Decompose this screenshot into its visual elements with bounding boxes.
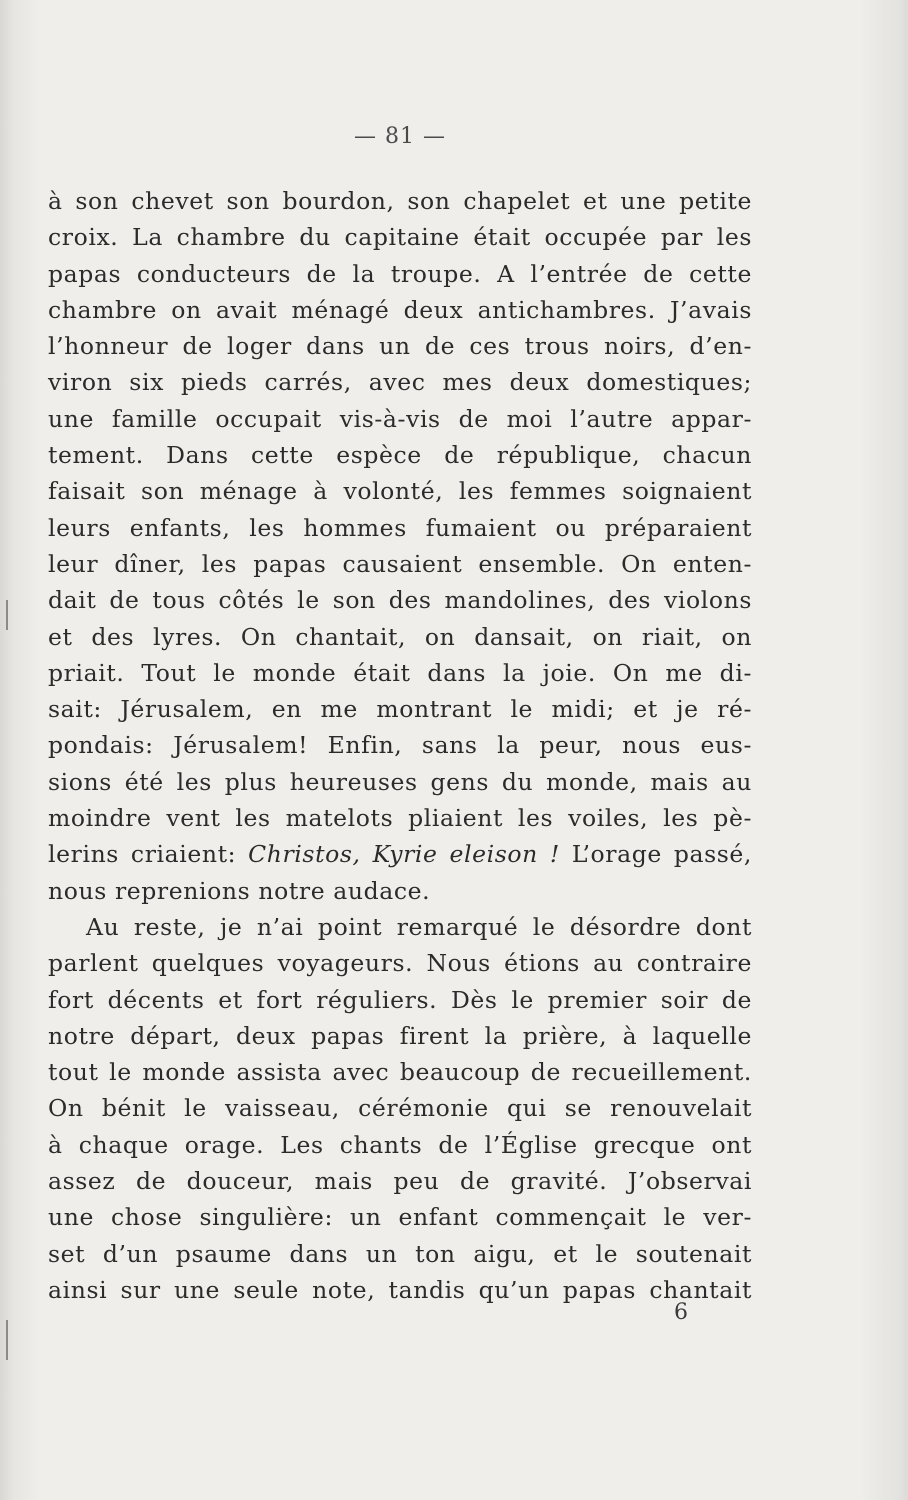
left-edge-mark xyxy=(6,1320,8,1360)
text-line: sions été les plus heureuses gens du monde, mais au xyxy=(48,767,752,796)
text-line: assez de douceur, mais peu de gravité. J’observai xyxy=(48,1167,752,1196)
body-text xyxy=(48,183,752,1308)
text-line: set d’un psaume dans un ton aigu, et le soutenait xyxy=(48,1239,752,1268)
text-line: une chose singulière: un enfant commençait le ver- xyxy=(48,1203,752,1232)
page-number-header: — 81 — xyxy=(354,124,446,149)
text-line: dait de tous côtés le son des mandolines, des violons xyxy=(48,586,752,615)
text-line: à chaque orage. Les chants de l’Église grecque ont xyxy=(48,1130,752,1159)
left-edge-mark xyxy=(6,600,8,630)
paragraph-end-line: nous reprenions notre audace. xyxy=(48,876,431,905)
text-line: une famille occupait vis-à-vis de moi l’autre appar- xyxy=(48,404,752,433)
text-line: viron six pieds carrés, avec mes deux domestiques; xyxy=(48,368,752,397)
text-line: faisait son ménage à volonté, les femmes soignaient xyxy=(48,477,752,506)
text-line: Au reste, je n’ai point remarqué le désordre dont xyxy=(86,912,752,941)
text-line: priait. Tout le monde était dans la joie. On me di- xyxy=(48,658,752,687)
italic-quote: Christos, Kyrie eleison ! xyxy=(248,840,560,869)
text-line: fort décents et fort réguliers. Dès le premier soir de xyxy=(48,985,752,1014)
signature-mark: 6 xyxy=(674,1300,688,1325)
text-line: moindre vent les matelots pliaient les voiles, les pè- xyxy=(48,804,752,833)
text-line: à son chevet son bourdon, son chapelet et une petite xyxy=(48,187,752,215)
text-segment: L’orage passé, xyxy=(559,840,753,869)
text-line: leur dîner, les papas causaient ensemble. On enten- xyxy=(48,549,752,578)
text-line: On bénit le vaisseau, cérémonie qui se renouvelait xyxy=(48,1094,752,1123)
text-segment: lerins criaient: xyxy=(48,840,249,869)
text-line: et des lyres. On chantait, on dansait, on riait, on xyxy=(48,622,752,651)
text-line: tement. Dans cette espèce de république, chacun xyxy=(48,441,752,470)
text-line: chambre on avait ménagé deux antichambres. J’avais xyxy=(48,295,752,324)
text-line: papas conducteurs de la troupe. A l’entrée de cette xyxy=(48,259,752,288)
text-line-with-italic xyxy=(48,836,752,872)
text-line: croix. La chambre du capitaine était occupée par les xyxy=(48,223,752,252)
text-line: l’honneur de loger dans un de ces trous noirs, d’en- xyxy=(48,332,752,361)
text-line: notre départ, deux papas firent la prière, à laquelle xyxy=(48,1021,752,1050)
text-line: pondais: Jérusalem! Enfin, sans la peur, nous eus- xyxy=(48,731,752,760)
text-line: ainsi sur une seule note, tandis qu’un papas chantait xyxy=(48,1275,752,1304)
text-line: sait: Jérusalem, en me montrant le midi; et je ré- xyxy=(48,695,752,724)
text-line: leurs enfants, les hommes fumaient ou préparaient xyxy=(48,513,752,542)
text-line: tout le monde assista avec beaucoup de recueillement. xyxy=(48,1058,752,1087)
text-line: parlent quelques voyageurs. Nous étions au contraire xyxy=(48,949,752,978)
